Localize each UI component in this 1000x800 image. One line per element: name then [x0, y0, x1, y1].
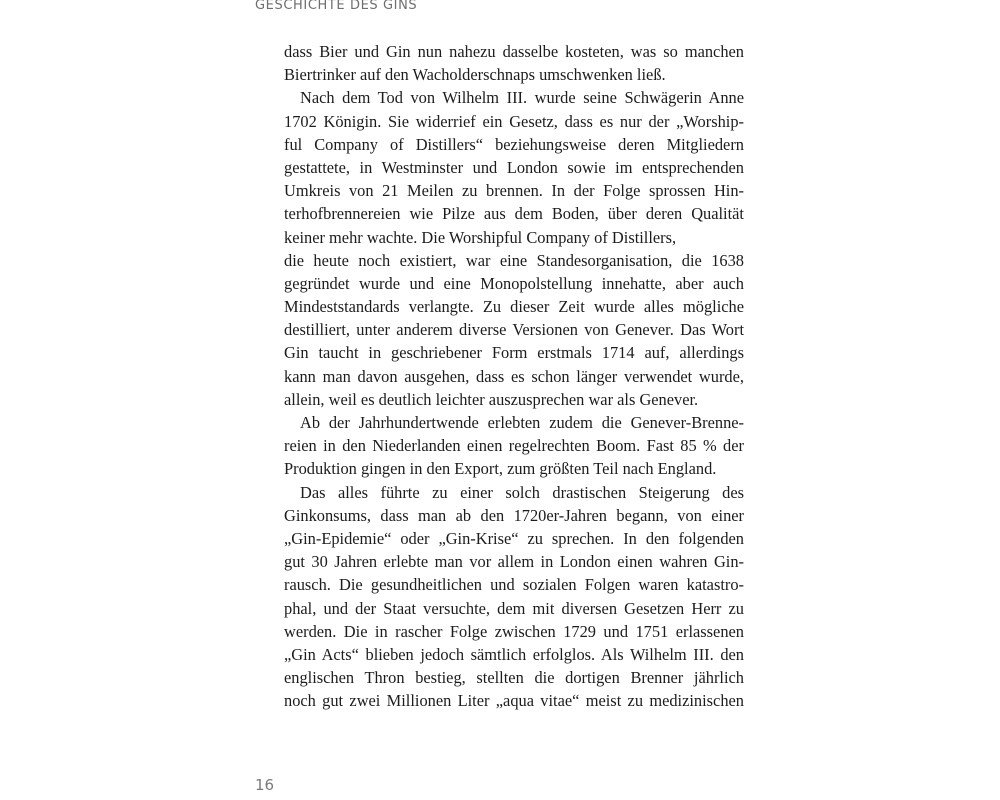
text-line: gut 30 Jahren erlebte man vor allem in London einen wahren Gin-	[284, 552, 744, 572]
text-line: phal, und der Staat versuchte, dem mit diversen Gesetzen Herr zu	[284, 598, 744, 618]
text-line: gestattete, in Westminster und London sowie im entsprechenden	[284, 157, 744, 177]
text-line: 1702 Königin. Sie widerrief ein Gesetz, dass es nur der „Worship-	[284, 111, 744, 131]
text-line: Mindeststandards verlangte. Zu dieser Zeit wurde alles mögliche	[284, 297, 744, 317]
text-line: „Gin Acts“ blieben jedoch sämtlich erfolglos. Als Wilhelm III. den	[284, 644, 744, 664]
text-line: werden. Die in rascher Folge zwischen 1729 und 1751 erlassenen	[284, 621, 744, 641]
text-line: gegründet wurde und eine Monopolstellung innehatte, aber auch	[284, 273, 744, 293]
text-line: Ginkonsums, dass man ab den 1720er-Jahren begann, von einer	[284, 505, 744, 525]
text-line: noch gut zwei Millionen Liter „aqua vitae“ meist zu medizinischen	[284, 691, 744, 711]
text-line: Umkreis von 21 Meilen zu brennen. In der Folge sprossen Hin-	[284, 181, 744, 201]
text-line: „Gin-Epidemie“ oder „Gin-Krise“ zu sprechen. In den folgenden	[284, 528, 744, 548]
body-text	[284, 40, 744, 712]
running-head: GESCHICHTE DES GINS	[255, 0, 418, 13]
text-line: Ab der Jahrhundertwende erlebten zudem die Genever-Brenne-	[300, 413, 744, 432]
text-line: Nach dem Tod von Wilhelm III. wurde seine Schwägerin Anne	[300, 88, 744, 108]
text-line: kann man davon ausgehen, dass es schon länger verwendet wurde,	[284, 366, 744, 386]
text-line: englischen Thron bestieg, stellten die dortigen Brenner jährlich	[284, 668, 744, 688]
text-line: keiner mehr wachte. Die Worshipful Company of Distillers,	[284, 227, 677, 247]
text-line: Das alles führte zu einer solch drastischen Steigerung des	[300, 482, 744, 502]
text-line: ful Company of Distillers“ beziehungsweise deren Mitgliedern	[284, 134, 744, 154]
text-line: allein, weil es deutlich leichter auszusprechen war als Genever.	[284, 389, 699, 409]
text-line: Biertrinker auf den Wacholderschnaps umschwenken ließ.	[284, 65, 666, 85]
text-line: die heute noch existiert, war eine Standesorganisation, die 1638	[284, 250, 744, 270]
page-number: 16	[255, 776, 275, 794]
text-line: destilliert, unter anderem diverse Versionen von Genever. Das Wort	[284, 320, 744, 340]
text-line: dass Bier und Gin nun nahezu dasselbe kosteten, was so manchen	[284, 42, 744, 61]
text-line: terhofbrennereien wie Pilze aus dem Boden, über deren Qualität	[284, 204, 744, 224]
text-line: reien in den Niederlanden einen regelrechten Boom. Fast 85 % der	[284, 436, 744, 456]
text-line: Gin taucht in geschriebener Form erstmals 1714 auf, allerdings	[284, 343, 744, 363]
text-line: rausch. Die gesundheitlichen und sozialen Folgen waren katastro-	[284, 575, 744, 595]
text-line: Produktion gingen in den Export, zum größten Teil nach England.	[284, 459, 717, 479]
